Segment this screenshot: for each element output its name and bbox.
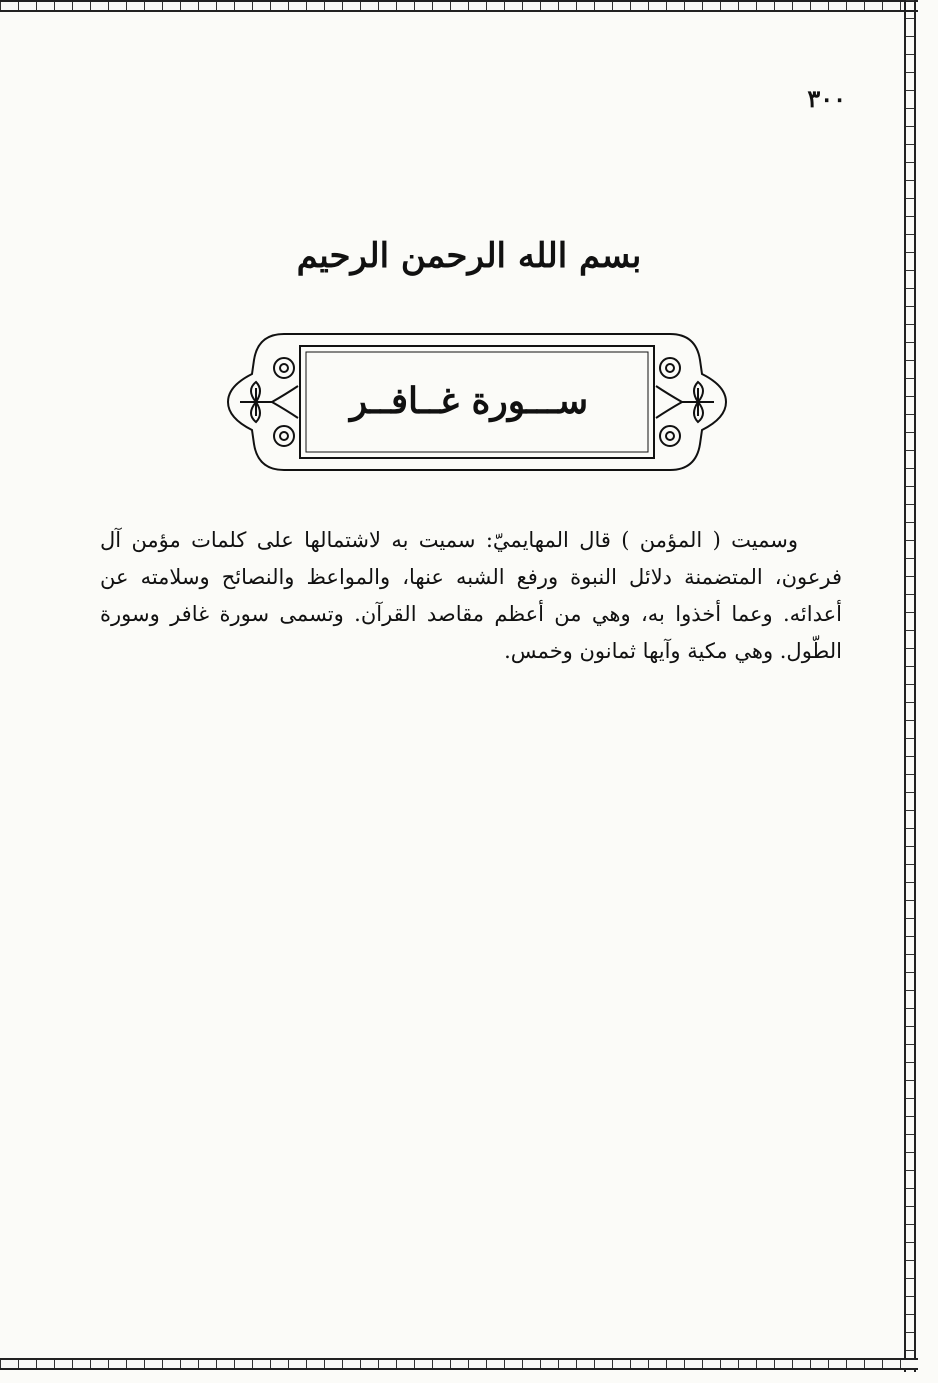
basmala-heading: بسم الله الرحمن الرحيم bbox=[296, 236, 642, 276]
body-paragraph: وسميت ( المؤمن ) قال المهايميّ: سميت به لاشتمالها على كلمات مؤمن آل فرعون، المتضمنة دلائل النبوة ورفع الشبه عنها، والمواعظ والنصائح وسلامته عن أعدائه. وعما أخذوا به، وهي من أعظم مقاصد القرآن. وتسمى سورة غافر وسورة الطّول. وهي مكية وآيها ثمانون وخمس. bbox=[100, 528, 842, 663]
page-border-top bbox=[0, 0, 918, 12]
page-border-bottom bbox=[0, 1358, 918, 1370]
page-border-right bbox=[904, 0, 916, 1372]
surah-title: ســـورة غــافــر bbox=[349, 380, 589, 422]
page-number: ٣٠٠ bbox=[807, 84, 846, 113]
body-text bbox=[100, 522, 842, 670]
